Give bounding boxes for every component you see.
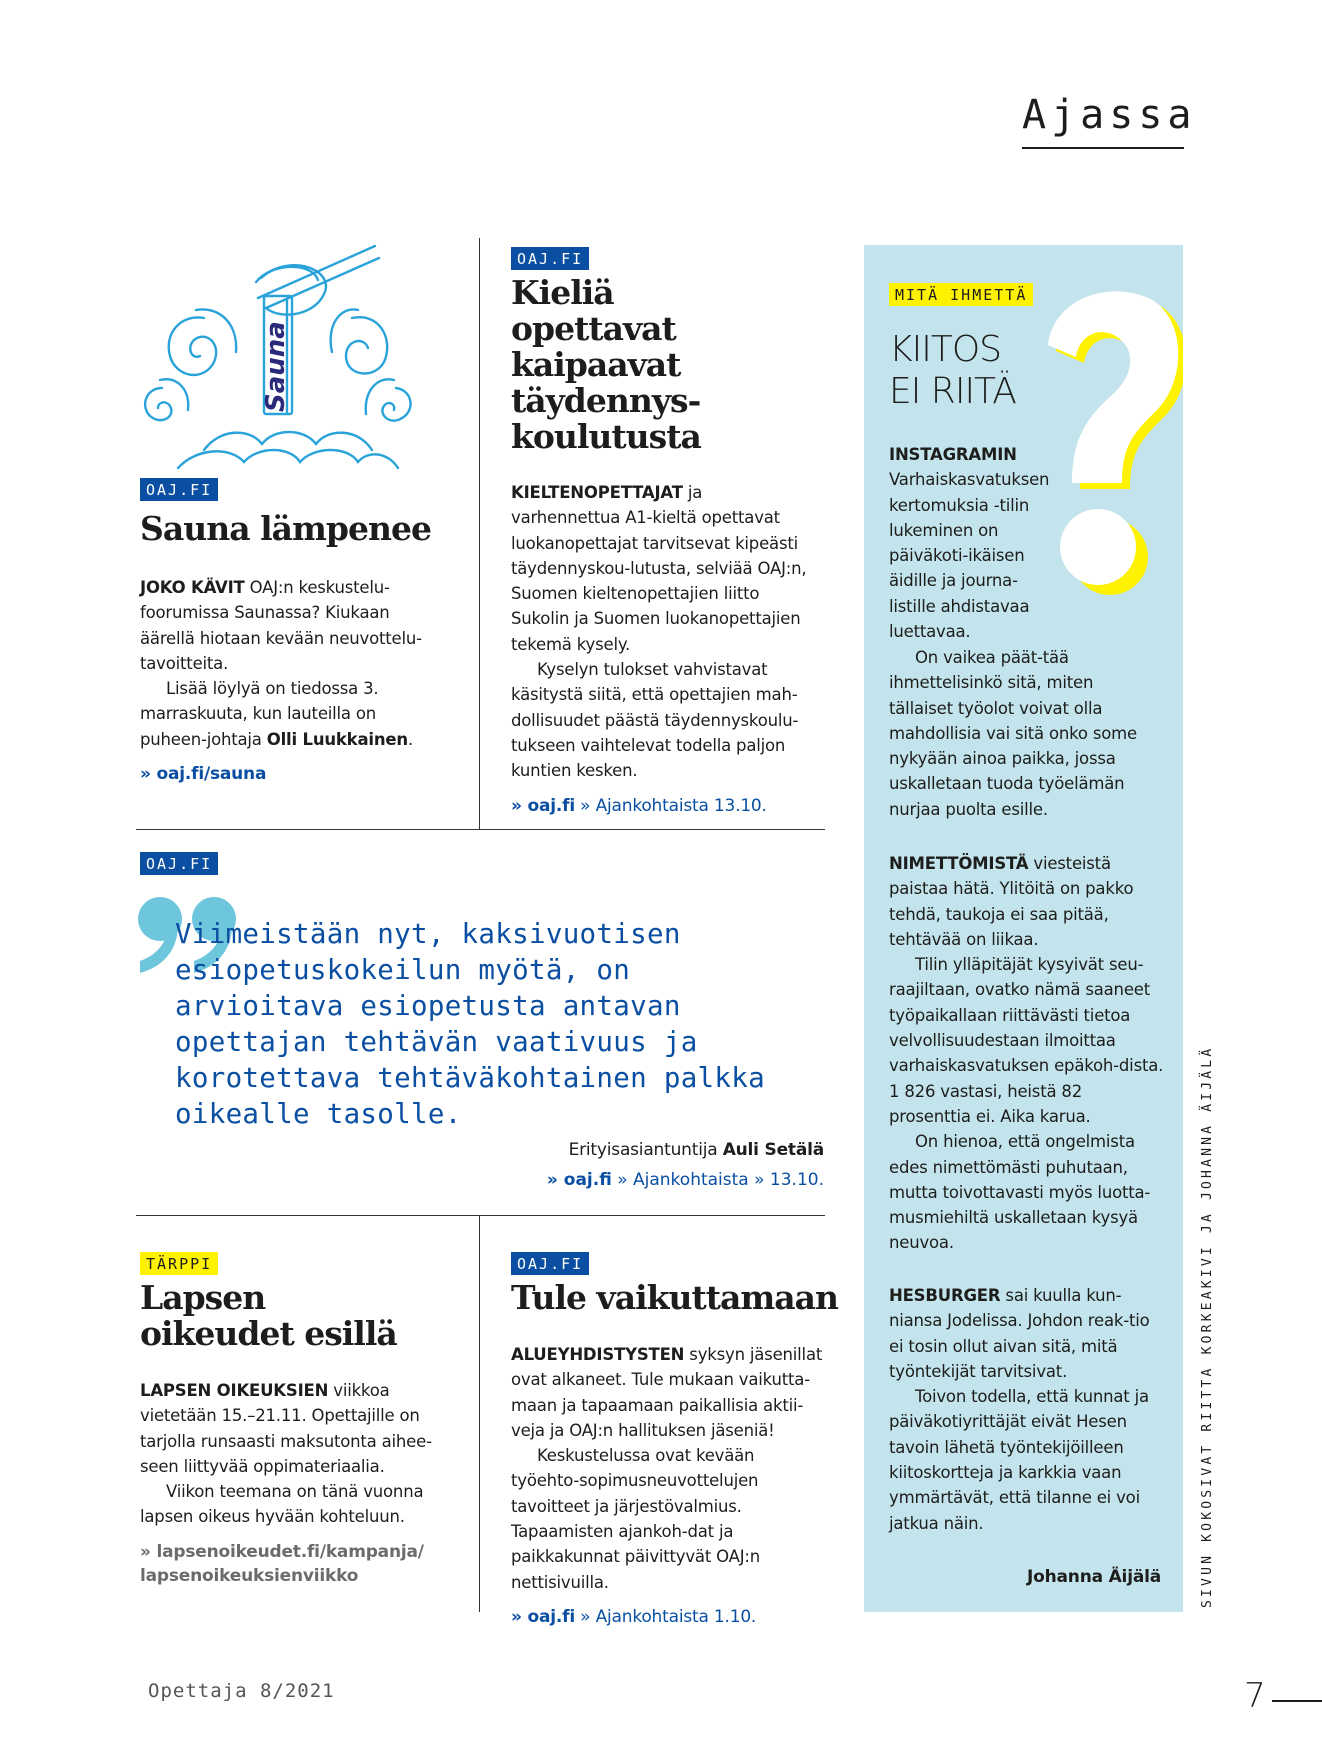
- sidebar-section-1-intro: [889, 442, 1061, 644]
- section-title-underline: [1022, 147, 1184, 149]
- language-article-paragraph-1: ja varhennettua A1-kieltä opettavat luokanopettajat tarvitsevat kipeästi täydennyskou-lutusta, selviää OAJ:n, Suomen kieltenopettajien liitto Sukolin ja Suomen luokanopettajien tekemä kysely.: [511, 483, 807, 654]
- sauna-illustration-label: Sauna: [261, 321, 291, 412]
- quote-link[interactable]: [500, 1170, 824, 1190]
- sidebar-title: [889, 329, 1016, 413]
- influence-article-headline: Tule vaikuttamaan: [511, 1278, 839, 1317]
- sidebar-section-1-more: [889, 645, 1161, 822]
- sidebar-section-3-lead: HESBURGER: [889, 1286, 1001, 1305]
- quote-attribution-name: Auli Setälä: [722, 1140, 824, 1160]
- influence-article-paragraph-2: Keskustelussa ovat kevään työehto-sopimusneuvottelujen tavoitteet ja järjestövalmius. Tapaamisten ajankoh-dat ja paikkakunnat päivittyvät OAJ:n nettisivuilla.: [511, 1446, 761, 1592]
- children-article-tag: TÄRPPI: [140, 1252, 218, 1275]
- sidebar-section-1-paragraph-1: Varhaiskasvatuksen kertomuksia -tilin lukeminen on päiväkoti-ikäisen äidille ja journa-listille ahdistavaa luettavaa.: [889, 470, 1050, 642]
- sidebar-section-3-paragraph-1: sai kuulla kun-niansa Jodelissa. Johdon reak-tio ei tosin ollut aivan sitä, mitä työntekijät tarvitsivat.: [889, 1286, 1150, 1381]
- sauna-article-person: Olli Luukkainen: [266, 729, 408, 749]
- sauna-ladle-steam-icon: [140, 240, 415, 472]
- sauna-article-paragraph-2-end: .: [407, 729, 413, 749]
- language-article-tag: OAJ.FI: [511, 247, 589, 270]
- sauna-article-paragraph-1: OAJ:n keskustelu-foorumissa Saunassa? Kiukaan äärellä hiotaan kevään neuvottelu-tavoitteita.: [140, 578, 422, 673]
- children-article: [140, 1252, 440, 1588]
- language-article-paragraph-2: Kyselyn tulokset vahvistavat käsitystä siitä, että opettajien mah-dollisuudet päästä täydennyskoulu-tukseen vaihtelevat todella paljon kuntien kesken.: [511, 660, 799, 781]
- quote-link-site[interactable]: » oaj.fi: [546, 1170, 612, 1190]
- column-divider-top: [479, 238, 480, 830]
- quote-attribution-role: Erityisasiantuntija: [568, 1140, 723, 1160]
- influence-article-paragraph-1: syksyn jäsenillat ovat alkaneet. Tule mukaan vaikutta-maan ja tapaamaan paikallisia aktii-veja ja OAJ:n hallituksen jäseniä!: [511, 1345, 823, 1440]
- quote-attribution: [500, 1138, 824, 1163]
- influence-article-link[interactable]: [511, 1605, 823, 1630]
- children-article-lead: LAPSEN OIKEUKSIEN: [140, 1381, 329, 1400]
- sidebar-title-line-2: EI RIITÄ: [889, 371, 1016, 412]
- influence-article-link-site[interactable]: » oaj.fi: [511, 1606, 575, 1627]
- influence-article-link-section[interactable]: » Ajankohtaista 1.10.: [574, 1606, 757, 1627]
- influence-article: [511, 1252, 838, 1630]
- sauna-article-link[interactable]: » oaj.fi/sauna: [140, 764, 267, 785]
- sidebar-section-2-lead: NIMETTÖMISTÄ: [889, 854, 1029, 873]
- row-divider-upper: [136, 829, 825, 830]
- page-number-rule: [1272, 1700, 1322, 1702]
- sidebar-tag: MITÄ IHMETTÄ: [889, 283, 1033, 306]
- magazine-issue: Opettaja 8/2021: [148, 1680, 335, 1702]
- influence-article-tag: OAJ.FI: [511, 1252, 589, 1275]
- language-article-link-site[interactable]: » oaj.fi: [511, 795, 575, 816]
- column-divider-bottom: [479, 1215, 480, 1612]
- sidebar-section-2-paragraph-3: On hienoa, että ongelmista edes nimettömästi puhutaan, mutta toivottavasti myös luotta-musmiehiltä uskalletaan kysyä neuvoa.: [889, 1132, 1151, 1253]
- sidebar-section-3-paragraph-2: Toivon todella, että kunnat ja päiväkotiyrittäjät eivät Hesen tavoin lähetä työntekijöilleen kiitoskortteja ja karkkia vaan ymmärtävät, että tilanne ei voi jatkua näin.: [889, 1387, 1149, 1533]
- section-title: Ajassa: [1022, 92, 1197, 138]
- sidebar-signature: Johanna Äijälä: [1027, 1567, 1161, 1587]
- sidebar-section-1-paragraph-2: On vaikea päät-tää ihmettelisinkö sitä, miten tällaiset työolot voivat olla mahdollisia vai sitä onko some nykyään ainoa paikka, jossa uskalletaan tuoda työelämän nurjaa puolta esille.: [889, 648, 1137, 819]
- language-article-headline: Kieliä opettavat kaipaavat täydennys-koulutusta: [511, 273, 701, 456]
- sidebar-section-2: [889, 851, 1164, 1256]
- quote-link-section[interactable]: » Ajankohtaista » 13.10.: [611, 1170, 824, 1190]
- language-article-lead: KIELTENOPETTAJAT: [511, 483, 683, 502]
- page-credit: SIVUN KOKOSIVAT RIITTA KORKEAKIVI JA JOHANNA ÄIJÄLÄ: [1200, 1045, 1215, 1608]
- language-article-link[interactable]: [511, 794, 816, 819]
- children-article-paragraph-2: Viikon teemana on tänä vuonna lapsen oikeus hyvään kohteluun.: [140, 1482, 424, 1527]
- row-divider-lower: [136, 1215, 825, 1216]
- sauna-article-headline: Sauna lämpenee: [140, 509, 431, 548]
- children-article-paragraph-1: viikkoa vietetään 15.–21.11. Opettajille on tarjolla runsaasti maksutonta aihee-seen liittyvää oppimateriaalia.: [140, 1381, 432, 1476]
- page-number: 7: [1244, 1676, 1266, 1716]
- sauna-article-lead: JOKO KÄVIT: [140, 578, 245, 597]
- sidebar-title-line-1: KIITOS: [889, 329, 1002, 370]
- sauna-article-tag: OAJ.FI: [140, 478, 218, 501]
- sidebar-section-1-lead: INSTAGRAMIN: [889, 445, 1017, 464]
- children-article-headline: Lapsen oikeudet esillä: [140, 1278, 397, 1353]
- pull-quote: Viimeistään nyt, kaksivuotisen esiopetuskokeilun myötä, on arvioitava esiopetusta antavan opettajan tehtävän vaativuus ja korotettava tehtäväkohtainen palkka oikealle tasolle.: [175, 918, 765, 1130]
- sidebar-section-2-paragraph-2: Tilin ylläpitäjät kysyivät seu-raajiltaan, ovatko nämä saaneet työpaikallaan riittävästi tietoa velvollisuudestaan ilmoittaa varhaiskasvatuksen epäkoh-dista. 1 826 vastasi, heistä 82 prosenttia ei. Aika karua.: [889, 955, 1164, 1126]
- sauna-illustration: [140, 240, 415, 472]
- sidebar-column: [864, 245, 1183, 1612]
- sidebar-section-3: [889, 1283, 1164, 1536]
- quote-block-tag: OAJ.FI: [140, 852, 218, 875]
- sauna-article: [140, 478, 431, 787]
- sauna-article-paragraph-2: Lisää löylyä on tiedossa 3. marraskuuta, kun lauteilla on puheen-johtaja: [140, 679, 379, 749]
- sidebar-section-2-paragraph-1: viesteistä paistaa hätä. Ylitöitä on pakko tehdä, taukoja ei saa pitää, tehtävää on liikaa.: [889, 854, 1134, 949]
- children-article-link[interactable]: » lapsenoikeudet.fi/kampanja/ lapsenoikeuksienviikko: [140, 1541, 424, 1586]
- language-article: [511, 247, 831, 819]
- quote-block-tag-wrap: [140, 852, 218, 875]
- language-article-link-section[interactable]: » Ajankohtaista 13.10.: [574, 795, 767, 816]
- influence-article-lead: ALUEYHDISTYSTEN: [511, 1345, 685, 1364]
